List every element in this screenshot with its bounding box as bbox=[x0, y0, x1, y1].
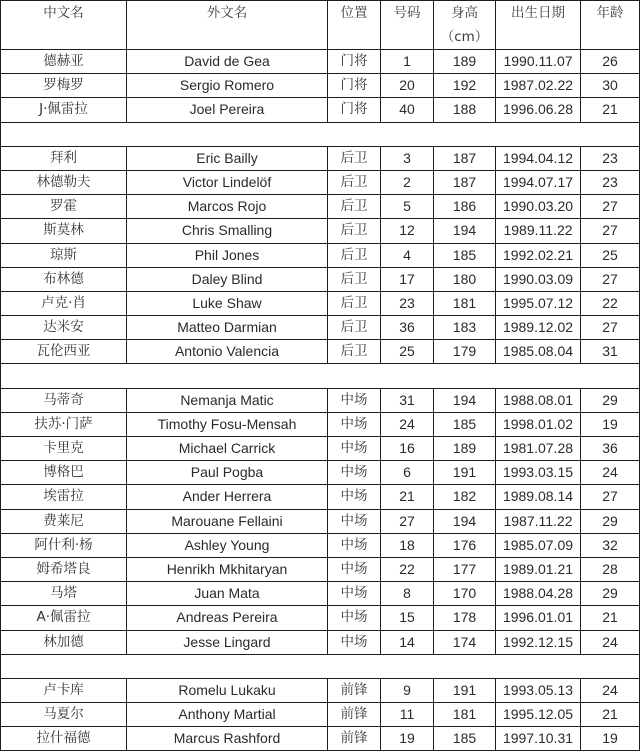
cell-position: 中场 bbox=[328, 630, 381, 654]
cell-height: 176 bbox=[434, 533, 496, 557]
cell-number: 27 bbox=[381, 509, 434, 533]
cell-number: 31 bbox=[381, 388, 434, 412]
cell-position: 后卫 bbox=[328, 291, 381, 315]
cell-height: 189 bbox=[434, 437, 496, 461]
cell-position: 后卫 bbox=[328, 340, 381, 364]
cell-position: 中场 bbox=[328, 412, 381, 436]
cell-number: 20 bbox=[381, 74, 434, 98]
cell-number: 1 bbox=[381, 50, 434, 74]
cell-chinese-name: 德赫亚 bbox=[1, 50, 127, 74]
cell-birth-date: 1995.07.12 bbox=[496, 291, 581, 315]
cell-number: 16 bbox=[381, 437, 434, 461]
header-row bbox=[1, 1, 640, 50]
cell-number: 2 bbox=[381, 170, 434, 194]
cell-birth-date: 1989.08.14 bbox=[496, 485, 581, 509]
cell-birth-date: 1990.03.20 bbox=[496, 195, 581, 219]
group-separator-cell bbox=[1, 122, 640, 146]
cell-birth-date: 1994.07.17 bbox=[496, 170, 581, 194]
player-row bbox=[1, 582, 640, 606]
cell-age: 21 bbox=[581, 606, 640, 630]
cell-birth-date: 1988.04.28 bbox=[496, 582, 581, 606]
cell-foreign-name: Chris Smalling bbox=[127, 219, 328, 243]
cell-number: 12 bbox=[381, 219, 434, 243]
header-number: 号码 bbox=[381, 1, 434, 50]
player-row bbox=[1, 557, 640, 581]
cell-number: 15 bbox=[381, 606, 434, 630]
cell-age: 29 bbox=[581, 582, 640, 606]
cell-number: 40 bbox=[381, 98, 434, 122]
cell-birth-date: 1981.07.28 bbox=[496, 437, 581, 461]
cell-age: 24 bbox=[581, 630, 640, 654]
player-row bbox=[1, 533, 640, 557]
player-row bbox=[1, 703, 640, 727]
cell-age: 27 bbox=[581, 485, 640, 509]
cell-chinese-name: 扶苏·门萨 bbox=[1, 412, 127, 436]
cell-number: 14 bbox=[381, 630, 434, 654]
cell-number: 21 bbox=[381, 485, 434, 509]
cell-age: 23 bbox=[581, 146, 640, 170]
cell-birth-date: 1990.11.07 bbox=[496, 50, 581, 74]
player-row bbox=[1, 170, 640, 194]
cell-position: 门将 bbox=[328, 74, 381, 98]
cell-height: 174 bbox=[434, 630, 496, 654]
cell-height: 188 bbox=[434, 98, 496, 122]
cell-chinese-name: 马蒂奇 bbox=[1, 388, 127, 412]
cell-number: 5 bbox=[381, 195, 434, 219]
cell-foreign-name: David de Gea bbox=[127, 50, 328, 74]
cell-chinese-name: 瓦伦西亚 bbox=[1, 340, 127, 364]
roster-body bbox=[1, 50, 640, 751]
cell-age: 21 bbox=[581, 703, 640, 727]
cell-chinese-name: 罗霍 bbox=[1, 195, 127, 219]
header-birth-date: 出生日期 bbox=[496, 1, 581, 50]
player-row bbox=[1, 340, 640, 364]
player-row bbox=[1, 437, 640, 461]
cell-number: 19 bbox=[381, 727, 434, 751]
header-foreign-name: 外文名 bbox=[127, 1, 328, 50]
cell-chinese-name: 马塔 bbox=[1, 582, 127, 606]
cell-foreign-name: Ashley Young bbox=[127, 533, 328, 557]
cell-age: 29 bbox=[581, 388, 640, 412]
cell-height: 194 bbox=[434, 509, 496, 533]
header-chinese-name: 中文名 bbox=[1, 1, 127, 50]
cell-birth-date: 1989.01.21 bbox=[496, 557, 581, 581]
cell-position: 后卫 bbox=[328, 316, 381, 340]
cell-foreign-name: Romelu Lukaku bbox=[127, 678, 328, 702]
group-separator-row bbox=[1, 364, 640, 388]
header-height-unit: （cm） bbox=[440, 29, 489, 45]
player-row bbox=[1, 388, 640, 412]
cell-height: 194 bbox=[434, 388, 496, 412]
cell-foreign-name: Anthony Martial bbox=[127, 703, 328, 727]
cell-height: 181 bbox=[434, 703, 496, 727]
cell-chinese-name: 布林德 bbox=[1, 267, 127, 291]
header-height-label: 身高 bbox=[451, 5, 478, 21]
cell-position: 后卫 bbox=[328, 219, 381, 243]
cell-birth-date: 1988.08.01 bbox=[496, 388, 581, 412]
cell-number: 8 bbox=[381, 582, 434, 606]
cell-chinese-name: 林加德 bbox=[1, 630, 127, 654]
cell-foreign-name: Victor Lindelöf bbox=[127, 170, 328, 194]
cell-chinese-name: 斯莫林 bbox=[1, 219, 127, 243]
cell-position: 中场 bbox=[328, 606, 381, 630]
cell-foreign-name: Marcos Rojo bbox=[127, 195, 328, 219]
cell-foreign-name: Daley Blind bbox=[127, 267, 328, 291]
cell-position: 中场 bbox=[328, 461, 381, 485]
player-row bbox=[1, 74, 640, 98]
cell-position: 前锋 bbox=[328, 727, 381, 751]
cell-foreign-name: Sergio Romero bbox=[127, 74, 328, 98]
cell-height: 194 bbox=[434, 219, 496, 243]
player-row bbox=[1, 461, 640, 485]
cell-number: 18 bbox=[381, 533, 434, 557]
cell-height: 191 bbox=[434, 678, 496, 702]
cell-age: 36 bbox=[581, 437, 640, 461]
cell-age: 24 bbox=[581, 461, 640, 485]
cell-birth-date: 1989.11.22 bbox=[496, 219, 581, 243]
cell-height: 187 bbox=[434, 170, 496, 194]
player-row bbox=[1, 219, 640, 243]
cell-foreign-name: Eric Bailly bbox=[127, 146, 328, 170]
cell-birth-date: 1997.10.31 bbox=[496, 727, 581, 751]
cell-age: 21 bbox=[581, 98, 640, 122]
cell-foreign-name: Paul Pogba bbox=[127, 461, 328, 485]
cell-foreign-name: Marcus Rashford bbox=[127, 727, 328, 751]
cell-birth-date: 1993.03.15 bbox=[496, 461, 581, 485]
cell-age: 27 bbox=[581, 195, 640, 219]
cell-position: 后卫 bbox=[328, 195, 381, 219]
group-separator-cell bbox=[1, 364, 640, 388]
cell-chinese-name: 费莱尼 bbox=[1, 509, 127, 533]
player-row bbox=[1, 291, 640, 315]
cell-position: 中场 bbox=[328, 388, 381, 412]
player-row bbox=[1, 678, 640, 702]
cell-birth-date: 1998.01.02 bbox=[496, 412, 581, 436]
cell-height: 178 bbox=[434, 606, 496, 630]
cell-position: 后卫 bbox=[328, 267, 381, 291]
cell-height: 183 bbox=[434, 316, 496, 340]
cell-birth-date: 1996.06.28 bbox=[496, 98, 581, 122]
header-age: 年龄 bbox=[581, 1, 640, 50]
cell-age: 22 bbox=[581, 291, 640, 315]
cell-birth-date: 1987.02.22 bbox=[496, 74, 581, 98]
cell-birth-date: 1996.01.01 bbox=[496, 606, 581, 630]
cell-chinese-name: J·佩雷拉 bbox=[1, 98, 127, 122]
cell-age: 27 bbox=[581, 267, 640, 291]
player-row bbox=[1, 727, 640, 751]
cell-age: 19 bbox=[581, 412, 640, 436]
cell-foreign-name: Ander Herrera bbox=[127, 485, 328, 509]
player-row bbox=[1, 267, 640, 291]
player-row bbox=[1, 243, 640, 267]
cell-foreign-name: Marouane Fellaini bbox=[127, 509, 328, 533]
cell-position: 中场 bbox=[328, 582, 381, 606]
cell-height: 192 bbox=[434, 74, 496, 98]
cell-position: 前锋 bbox=[328, 703, 381, 727]
cell-birth-date: 1995.12.05 bbox=[496, 703, 581, 727]
cell-foreign-name: Michael Carrick bbox=[127, 437, 328, 461]
cell-birth-date: 1989.12.02 bbox=[496, 316, 581, 340]
cell-birth-date: 1985.07.09 bbox=[496, 533, 581, 557]
cell-number: 17 bbox=[381, 267, 434, 291]
cell-height: 177 bbox=[434, 557, 496, 581]
cell-number: 36 bbox=[381, 316, 434, 340]
cell-chinese-name: 达米安 bbox=[1, 316, 127, 340]
group-separator-row bbox=[1, 122, 640, 146]
cell-number: 11 bbox=[381, 703, 434, 727]
cell-height: 185 bbox=[434, 727, 496, 751]
cell-foreign-name: Andreas Pereira bbox=[127, 606, 328, 630]
cell-position: 前锋 bbox=[328, 678, 381, 702]
cell-birth-date: 1993.05.13 bbox=[496, 678, 581, 702]
cell-position: 后卫 bbox=[328, 243, 381, 267]
cell-foreign-name: Phil Jones bbox=[127, 243, 328, 267]
cell-birth-date: 1992.12.15 bbox=[496, 630, 581, 654]
cell-age: 19 bbox=[581, 727, 640, 751]
cell-birth-date: 1985.08.04 bbox=[496, 340, 581, 364]
cell-number: 25 bbox=[381, 340, 434, 364]
cell-age: 24 bbox=[581, 678, 640, 702]
cell-chinese-name: 琼斯 bbox=[1, 243, 127, 267]
cell-foreign-name: Matteo Darmian bbox=[127, 316, 328, 340]
cell-chinese-name: 埃雷拉 bbox=[1, 485, 127, 509]
cell-foreign-name: Joel Pereira bbox=[127, 98, 328, 122]
cell-number: 3 bbox=[381, 146, 434, 170]
cell-position: 中场 bbox=[328, 533, 381, 557]
cell-chinese-name: 阿什利·杨 bbox=[1, 533, 127, 557]
cell-position: 门将 bbox=[328, 98, 381, 122]
player-row bbox=[1, 630, 640, 654]
cell-height: 185 bbox=[434, 412, 496, 436]
header-height bbox=[434, 1, 496, 50]
cell-foreign-name: Henrikh Mkhitaryan bbox=[127, 557, 328, 581]
cell-chinese-name: 卢卡库 bbox=[1, 678, 127, 702]
player-row bbox=[1, 412, 640, 436]
cell-position: 中场 bbox=[328, 557, 381, 581]
cell-chinese-name: 卡里克 bbox=[1, 437, 127, 461]
header-position: 位置 bbox=[328, 1, 381, 50]
cell-position: 中场 bbox=[328, 509, 381, 533]
cell-height: 189 bbox=[434, 50, 496, 74]
cell-chinese-name: 姆希塔良 bbox=[1, 557, 127, 581]
player-row bbox=[1, 316, 640, 340]
cell-number: 9 bbox=[381, 678, 434, 702]
cell-position: 门将 bbox=[328, 50, 381, 74]
cell-chinese-name: 拉什福德 bbox=[1, 727, 127, 751]
cell-birth-date: 1994.04.12 bbox=[496, 146, 581, 170]
cell-height: 187 bbox=[434, 146, 496, 170]
cell-number: 22 bbox=[381, 557, 434, 581]
group-separator-row bbox=[1, 654, 640, 678]
player-row bbox=[1, 485, 640, 509]
cell-height: 191 bbox=[434, 461, 496, 485]
cell-number: 23 bbox=[381, 291, 434, 315]
cell-birth-date: 1987.11.22 bbox=[496, 509, 581, 533]
cell-position: 中场 bbox=[328, 485, 381, 509]
cell-position: 后卫 bbox=[328, 170, 381, 194]
cell-chinese-name: A·佩雷拉 bbox=[1, 606, 127, 630]
cell-foreign-name: Juan Mata bbox=[127, 582, 328, 606]
cell-age: 32 bbox=[581, 533, 640, 557]
cell-birth-date: 1992.02.21 bbox=[496, 243, 581, 267]
cell-height: 170 bbox=[434, 582, 496, 606]
cell-chinese-name: 博格巴 bbox=[1, 461, 127, 485]
cell-chinese-name: 罗梅罗 bbox=[1, 74, 127, 98]
cell-foreign-name: Timothy Fosu-Mensah bbox=[127, 412, 328, 436]
cell-age: 25 bbox=[581, 243, 640, 267]
cell-height: 181 bbox=[434, 291, 496, 315]
cell-number: 24 bbox=[381, 412, 434, 436]
cell-birth-date: 1990.03.09 bbox=[496, 267, 581, 291]
cell-height: 179 bbox=[434, 340, 496, 364]
cell-chinese-name: 林德勒夫 bbox=[1, 170, 127, 194]
cell-foreign-name: Luke Shaw bbox=[127, 291, 328, 315]
cell-number: 6 bbox=[381, 461, 434, 485]
cell-height: 182 bbox=[434, 485, 496, 509]
cell-chinese-name: 马夏尔 bbox=[1, 703, 127, 727]
cell-foreign-name: Antonio Valencia bbox=[127, 340, 328, 364]
cell-age: 23 bbox=[581, 170, 640, 194]
cell-age: 27 bbox=[581, 219, 640, 243]
cell-age: 29 bbox=[581, 509, 640, 533]
cell-foreign-name: Nemanja Matic bbox=[127, 388, 328, 412]
cell-height: 180 bbox=[434, 267, 496, 291]
player-row bbox=[1, 195, 640, 219]
player-row bbox=[1, 509, 640, 533]
cell-position: 中场 bbox=[328, 437, 381, 461]
cell-height: 186 bbox=[434, 195, 496, 219]
cell-age: 26 bbox=[581, 50, 640, 74]
cell-height: 185 bbox=[434, 243, 496, 267]
cell-chinese-name: 卢克·肖 bbox=[1, 291, 127, 315]
player-row bbox=[1, 98, 640, 122]
cell-number: 4 bbox=[381, 243, 434, 267]
player-row bbox=[1, 606, 640, 630]
cell-age: 27 bbox=[581, 316, 640, 340]
cell-position: 后卫 bbox=[328, 146, 381, 170]
cell-age: 28 bbox=[581, 557, 640, 581]
cell-age: 30 bbox=[581, 74, 640, 98]
cell-chinese-name: 拜利 bbox=[1, 146, 127, 170]
player-row bbox=[1, 50, 640, 74]
group-separator-cell bbox=[1, 654, 640, 678]
cell-foreign-name: Jesse Lingard bbox=[127, 630, 328, 654]
cell-age: 31 bbox=[581, 340, 640, 364]
player-row bbox=[1, 146, 640, 170]
